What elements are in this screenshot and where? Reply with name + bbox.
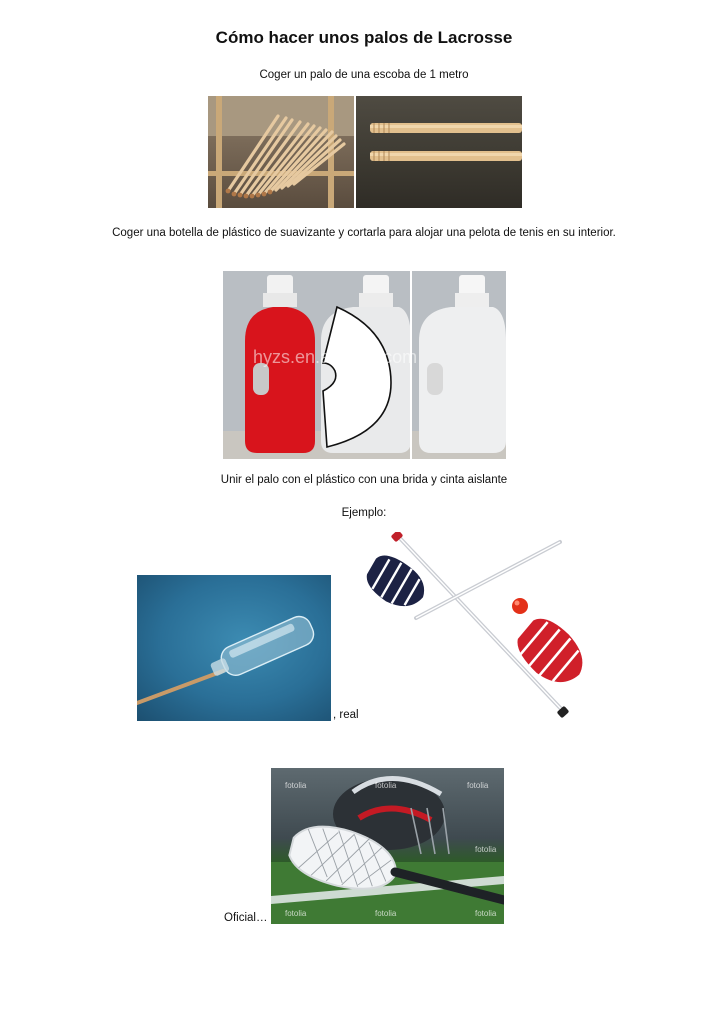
stock-watermark-3: fotolia [467,781,489,790]
step-1-text: Coger un palo de una escoba de 1 metro [259,69,469,81]
two-broom-sticks-photo [356,96,522,208]
document-title: Cómo hacer unos palos de Lacrosse [215,28,513,47]
broom-sticks-pile-photo [208,96,354,208]
stock-watermark-2: fotolia [375,781,397,790]
stock-watermark-5: fotolia [285,909,307,918]
stock-watermark-6: fotolia [375,909,397,918]
stock-watermark-1: fotolia [285,781,307,790]
stock-watermark-4: fotolia [475,845,497,854]
toy-lacrosse-set-photo [356,532,596,724]
caption-official: Oficial… [224,912,268,924]
step-3-text: Unir el palo con el plástico con una brida y cinta aislante [220,474,508,486]
official-lacrosse-stick-photo [271,768,504,924]
example-label: Ejemplo: [341,507,387,519]
homemade-lacrosse-stick-photo [137,575,331,721]
caption-real: , real [333,709,359,721]
softener-bottles-photo [223,271,506,459]
step-2-text: Coger una botella de plástico de suavizante y cortarla para alojar una pelota de tenis en su interior. [112,227,616,239]
bottles-watermark: hyzs.en.alibaba.com [253,347,418,367]
stock-watermark-7: fotolia [475,909,497,918]
